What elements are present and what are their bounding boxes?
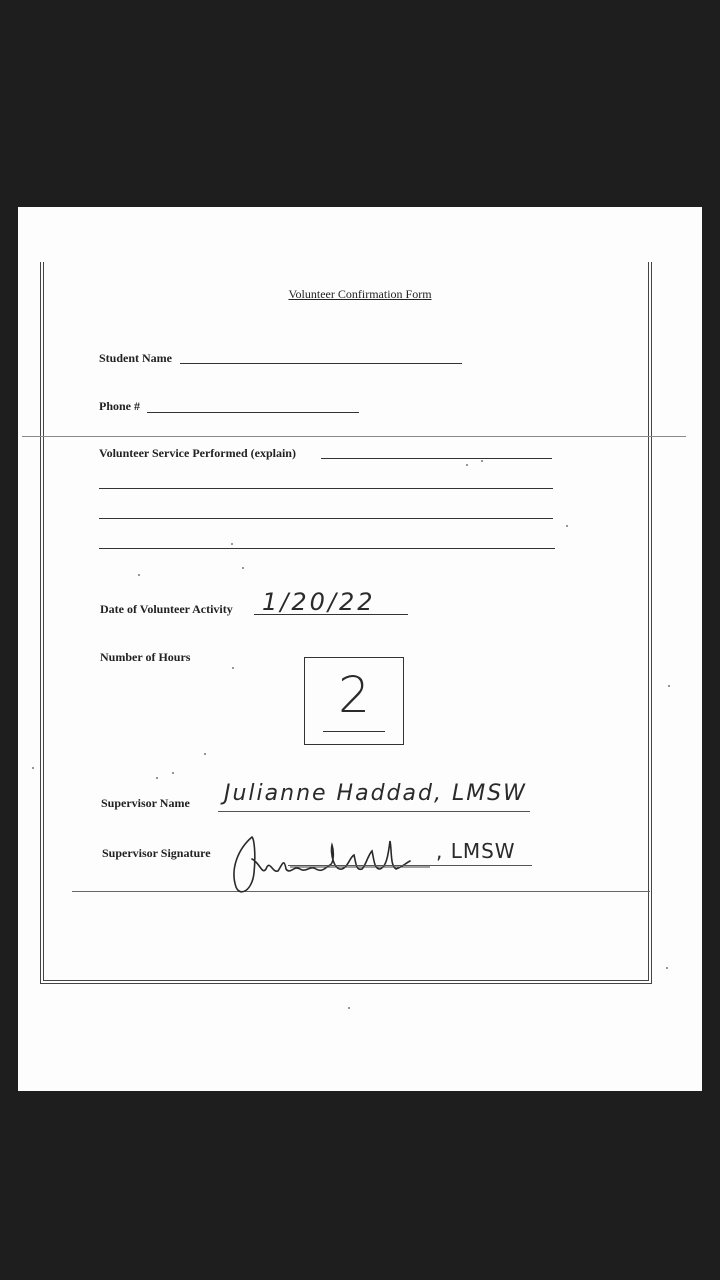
supervisor-name-label: Supervisor Name bbox=[101, 796, 190, 810]
date-handwritten-value: 1/20/22 bbox=[262, 588, 376, 616]
student-name-label: Student Name bbox=[99, 351, 173, 365]
scan-speck bbox=[481, 460, 483, 462]
signature-suffix: , LMSW bbox=[436, 839, 516, 863]
scan-speck bbox=[466, 464, 468, 466]
service-field-line-2[interactable] bbox=[99, 488, 553, 489]
scan-speck bbox=[348, 1007, 350, 1009]
scan-artifact-line bbox=[22, 436, 686, 437]
supervisor-signature-field[interactable] bbox=[288, 865, 532, 866]
scan-speck bbox=[172, 772, 174, 774]
scan-speck bbox=[204, 753, 206, 755]
date-label: Date of Volunteer Activity bbox=[100, 602, 233, 616]
form-title: Volunteer Confirmation Form bbox=[288, 287, 432, 301]
scan-speck bbox=[242, 567, 244, 569]
service-field-line-3[interactable] bbox=[99, 518, 553, 519]
scan-speck bbox=[566, 525, 568, 527]
hours-underline bbox=[323, 731, 385, 732]
service-field-line-4[interactable] bbox=[99, 548, 555, 549]
scanned-document bbox=[18, 207, 702, 1091]
scan-speck bbox=[138, 574, 140, 576]
phone-label: Phone # bbox=[99, 399, 141, 413]
supervisor-signature-label: Supervisor Signature bbox=[102, 846, 211, 860]
hours-handwritten-value: 2 bbox=[338, 666, 370, 724]
scan-speck bbox=[232, 667, 234, 669]
service-field-line-1[interactable] bbox=[321, 458, 552, 459]
supervisor-name-field[interactable] bbox=[218, 811, 530, 812]
student-name-field[interactable] bbox=[180, 363, 462, 364]
scan-speck bbox=[231, 543, 233, 545]
supervisor-name-handwritten-value: Julianne Haddad, LMSW bbox=[224, 781, 527, 806]
handwritten-signature bbox=[230, 829, 440, 899]
scan-speck bbox=[666, 967, 668, 969]
hours-label: Number of Hours bbox=[100, 650, 191, 664]
service-label: Volunteer Service Performed (explain) bbox=[99, 446, 296, 460]
scan-speck bbox=[32, 767, 34, 769]
scan-speck bbox=[668, 685, 670, 687]
scan-speck bbox=[156, 777, 158, 779]
phone-field[interactable] bbox=[147, 412, 359, 413]
hours-box[interactable] bbox=[304, 657, 404, 745]
